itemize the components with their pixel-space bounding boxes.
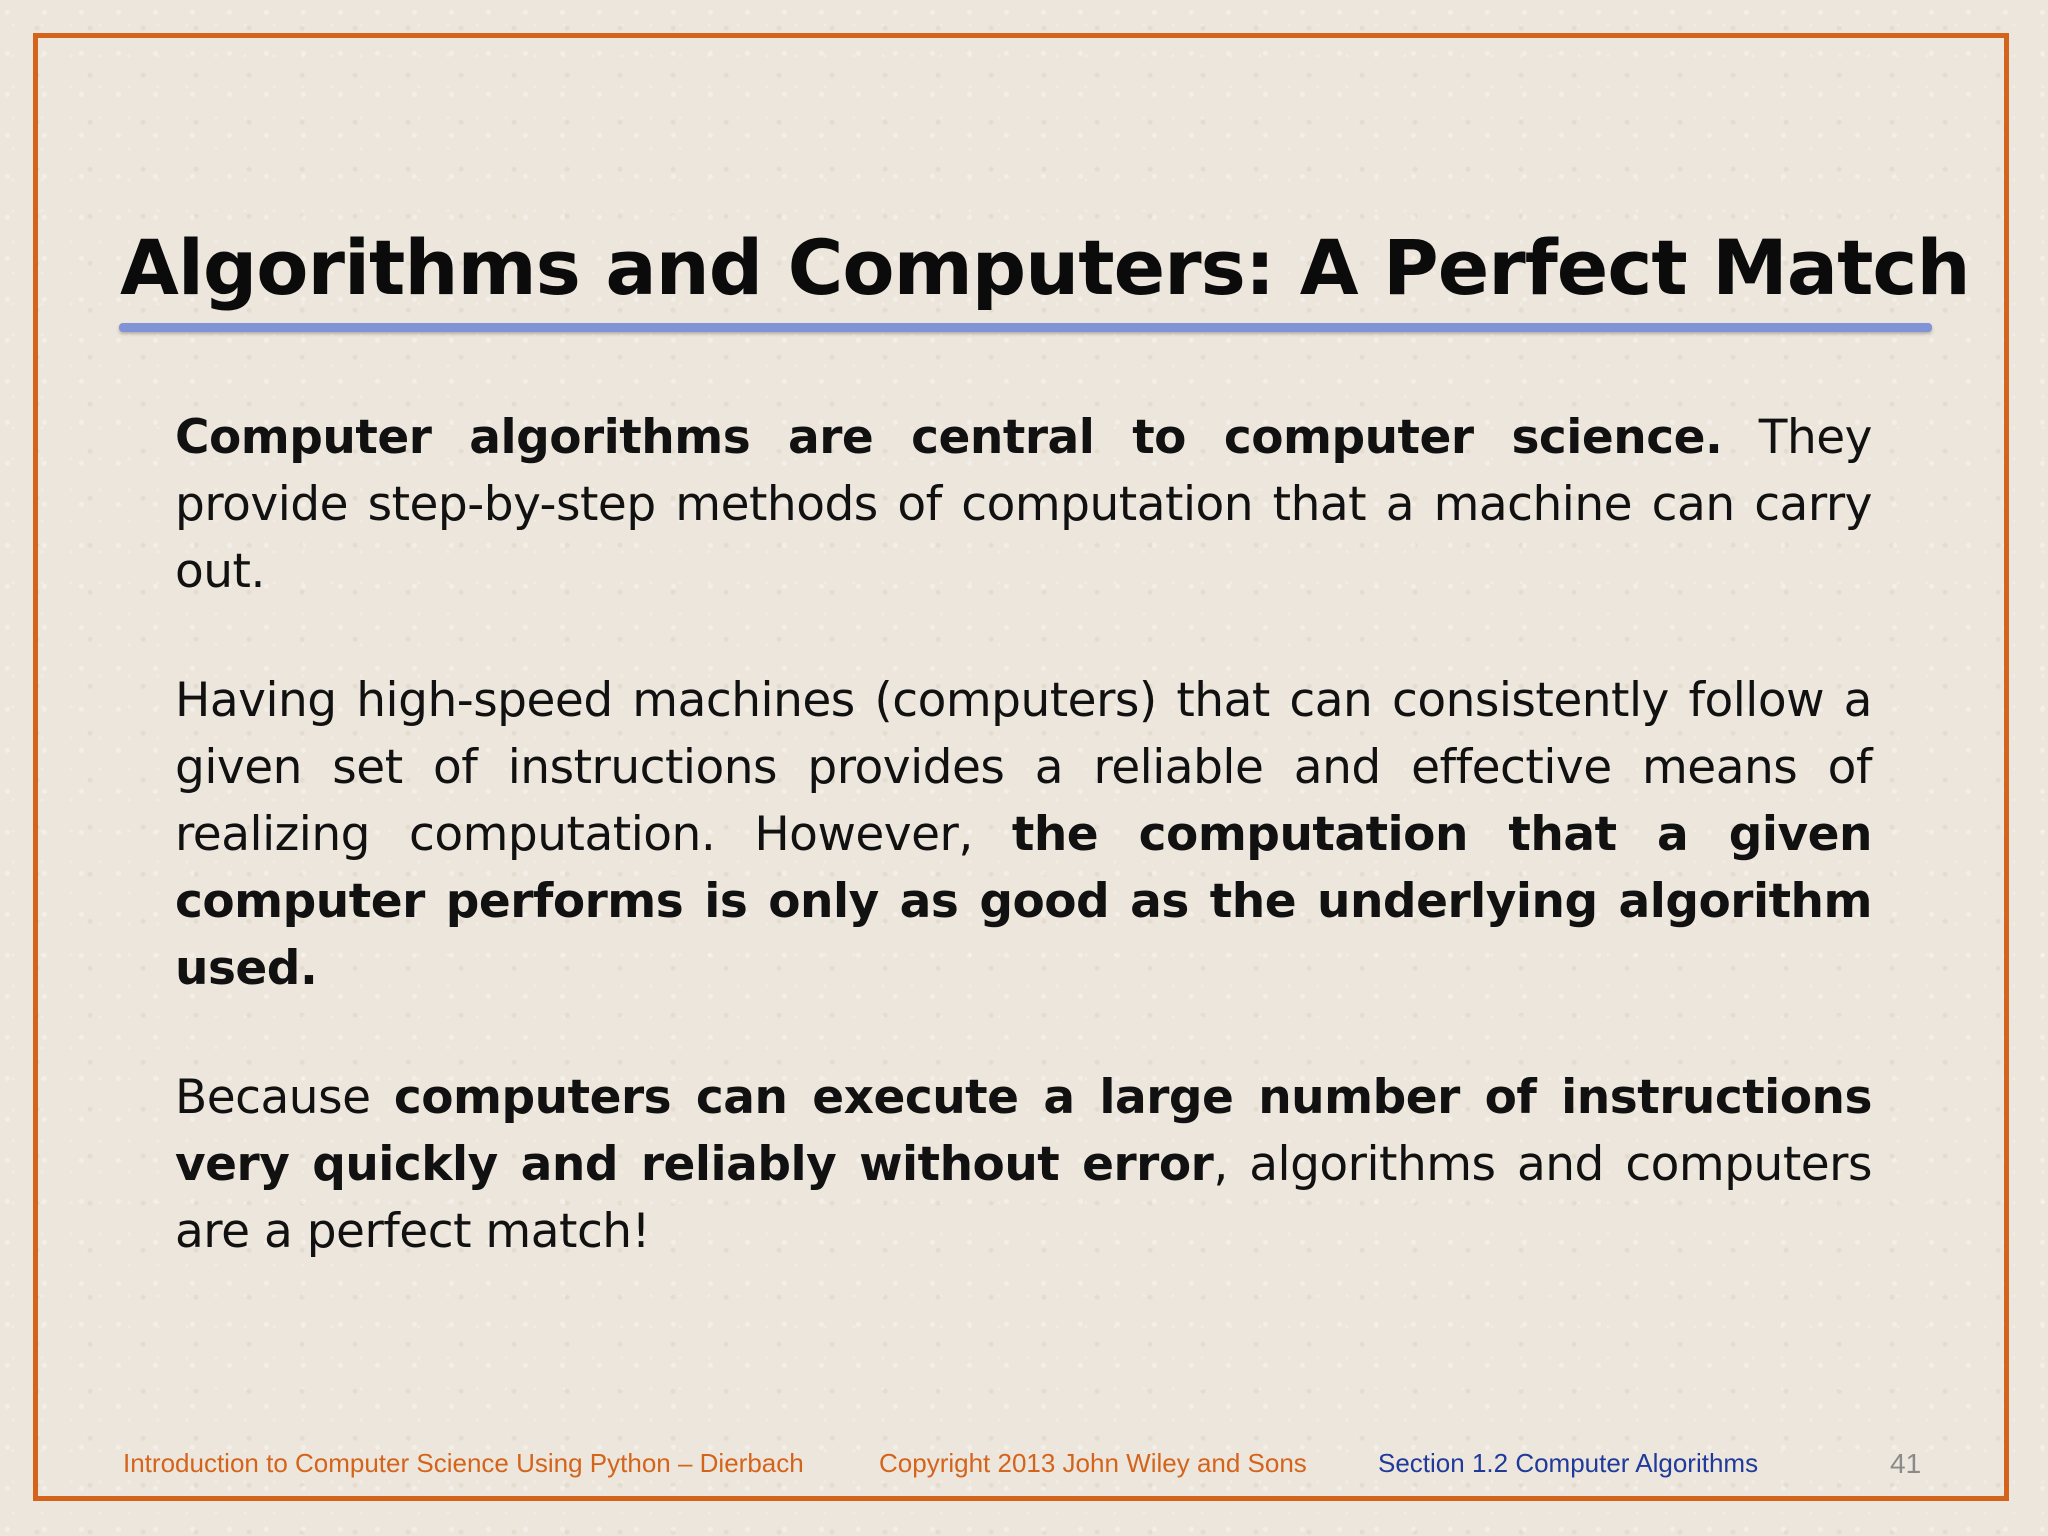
page-number: 41 xyxy=(1890,1448,1922,1479)
slide-body xyxy=(175,404,1872,1327)
slide-title: Algorithms and Computers: A Perfect Match xyxy=(120,223,1970,312)
paragraph-1 xyxy=(175,404,1872,605)
paragraph-2-bold-text: the computation that a given computer performs is only as good as the underlying algorithm used. xyxy=(175,807,1872,996)
paragraph-3-text-start: Because xyxy=(175,1070,394,1125)
paragraph-3 xyxy=(175,1064,1872,1265)
footer-section: Section 1.2 Computer Algorithms xyxy=(1378,1448,1759,1478)
paragraph-1-text: They provide step-by-step methods of computation that a machine can carry out. xyxy=(175,410,1872,599)
paragraph-2-text: Having high-speed machines (computers) that can consistently follow a given set of instructions provides a reliable and effective means of realizing computation. However, xyxy=(175,673,1872,862)
footer-copyright: Copyright 2013 John Wiley and Sons xyxy=(879,1448,1307,1478)
paragraph-2 xyxy=(175,667,1872,1002)
paragraph-3-text-end: , algorithms and computers are a perfect match! xyxy=(175,1137,1872,1259)
title-underline xyxy=(119,323,1932,332)
paragraph-1-bold-text: Computer algorithms are central to computer science. xyxy=(175,410,1723,465)
paragraph-3-bold-text: computers can execute a large number of instructions very quickly and reliably without error xyxy=(175,1070,1872,1192)
footer-book-title: Introduction to Computer Science Using Python – Dierbach xyxy=(123,1448,804,1478)
